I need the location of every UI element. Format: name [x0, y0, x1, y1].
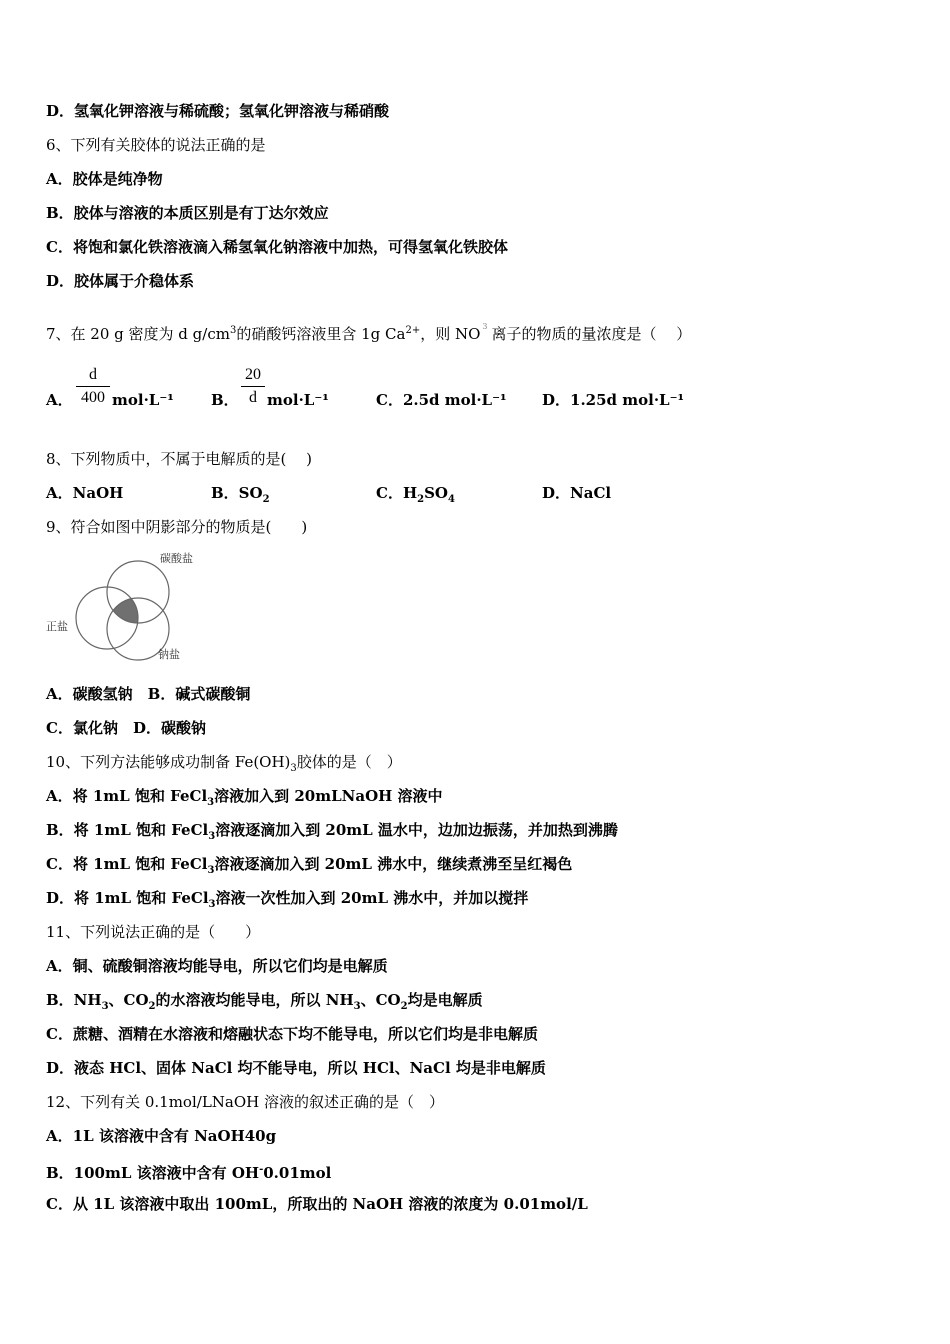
q9-venn-label-left: 正盐	[46, 620, 68, 633]
q10-option-b	[46, 820, 618, 847]
q11-option-b-sub1: 3	[101, 1001, 109, 1012]
q10-option-c	[46, 854, 572, 881]
q7-stem-part1: 7、在 20 g 密度为 d g/cm	[46, 325, 230, 343]
q10-option-d	[46, 888, 528, 915]
q7-option-a-unit: mol·L⁻¹	[112, 391, 174, 409]
q12-option-b	[46, 1160, 331, 1183]
q9-venn-label-bottom: 钠盐	[158, 648, 180, 661]
q8-option-c-sub2: 4	[448, 494, 455, 505]
q7-option-c: C．2.5d mol·L⁻¹	[376, 391, 507, 409]
q10-option-a-text2: 溶液加入到 20mLNaOH 溶液中	[214, 787, 443, 805]
q12-option-a: A．1L 该溶液中含有 NaOH40g	[46, 1127, 277, 1145]
q10-option-d-text1: D．将 1mL 饱和 FeCl	[46, 889, 209, 907]
q7-option-b-numerator: 20	[241, 364, 265, 387]
q7-stem-sup1: 3	[229, 325, 237, 336]
q8-option-c-text2: SO	[424, 484, 448, 502]
q11-option-b-sub2: 2	[148, 1001, 156, 1012]
q6-stem: 6、下列有关胶体的说法正确的是	[46, 136, 266, 154]
q10-option-b-text1: B．将 1mL 饱和 FeCl	[46, 821, 209, 839]
q12-stem: 12、下列有关 0.1mol/LNaOH 溶液的叙述正确的是（ ）	[46, 1093, 444, 1111]
q10-option-b-sub: 3	[208, 831, 216, 842]
q7-option-d: D．1.25d mol·L⁻¹	[542, 391, 685, 409]
q7-option-a-numerator: d	[76, 364, 110, 387]
q7-stem-part4: 离子的物质的量浓度是（ ）	[491, 325, 692, 343]
q10-option-b-text2: 溶液逐滴加入到 20mL 温水中，边加边振荡，并加热到沸腾	[215, 821, 618, 839]
q8-option-a: A．NaOH	[46, 484, 124, 502]
q9-stem: 9、符合如图中阴影部分的物质是( )	[46, 518, 308, 536]
q7-stem-part3: ，则 NO	[420, 325, 481, 343]
q11-option-b-sub4: 2	[400, 1001, 408, 1012]
q8-option-b-text: B．SO	[211, 484, 263, 502]
q11-option-d: D．液态 HCl、固体 NaCl 均不能导电，所以 HCl、NaCl 均是非电解质	[46, 1059, 546, 1077]
q12-option-b-sup: -	[259, 1164, 264, 1175]
q6-option-c: C．将饱和氯化铁溶液滴入稀氢氧化钠溶液中加热，可得氢氧化铁胶体	[46, 238, 508, 256]
q6-option-b: B．胶体与溶液的本质区别是有丁达尔效应	[46, 204, 329, 222]
q10-option-d-text2: 溶液一次性加入到 20mL 沸水中，并加以搅拌	[215, 889, 529, 907]
q8-option-b	[211, 483, 270, 510]
q8-option-d: D．NaCl	[542, 484, 612, 502]
q6-option-a: A．胶体是纯净物	[46, 170, 163, 188]
q12-option-c: C．从 1L 该溶液中取出 100mL，所取出的 NaOH 溶液的浓度为 0.01mol/L	[46, 1195, 588, 1213]
q11-option-b-text1: B．NH	[46, 991, 102, 1009]
q7-stem-sup2: 2+	[405, 325, 421, 336]
q11-option-b-text4: 、CO	[360, 991, 401, 1009]
q7-stem	[46, 317, 691, 344]
q6-option-d: D．胶体属于介稳体系	[46, 272, 195, 290]
q12-option-b-text2: 0.01mol	[263, 1164, 332, 1182]
q8-stem: 8、下列物质中，不属于电解质的是( )	[46, 450, 313, 468]
q10-option-c-text1: C．将 1mL 饱和 FeCl	[46, 855, 208, 873]
q10-stem-sub: 3	[290, 763, 297, 774]
q10-stem-text1: 10、下列方法能够成功制备 Fe(OH)	[46, 753, 291, 771]
q5-option-d: D．氢氧化钾溶液与稀硫酸；氢氧化钾溶液与稀硝酸	[46, 102, 390, 120]
q7-option-b-label: B．	[211, 391, 239, 409]
q10-option-c-sub: 3	[207, 865, 215, 876]
q11-option-c: C．蔗糖、酒精在水溶液和熔融状态下均不能导电，所以它们均是非电解质	[46, 1025, 538, 1043]
q9-options-cd: C．氯化钠 D．碳酸钠	[46, 719, 206, 737]
q9-venn-label-top: 碳酸盐	[160, 552, 193, 565]
q10-stem	[46, 752, 402, 779]
q7-stem-part2: 的硝酸钙溶液里含 1g Ca	[236, 325, 406, 343]
q11-option-b-text3: 的水溶液均能导电，所以 NH	[155, 991, 354, 1009]
q7-option-a-fraction	[76, 364, 110, 409]
q11-stem: 11、下列说法正确的是（ ）	[46, 923, 261, 941]
q11-option-b-text5: 均是电解质	[407, 991, 483, 1009]
q10-option-a-text1: A．将 1mL 饱和 FeCl	[46, 787, 208, 805]
q8-option-c-text1: C．H	[376, 484, 418, 502]
q9-options-ab: A．碳酸氢钠 B．碱式碳酸铜	[46, 685, 251, 703]
q8-option-c	[376, 483, 455, 510]
q7-option-a-label: A．	[46, 391, 73, 409]
q10-option-c-text2: 溶液逐滴加入到 20mL 沸水中，继续煮沸至呈红褐色	[214, 855, 573, 873]
q9-venn-diagram	[44, 545, 214, 670]
q7-option-b-unit: mol·L⁻¹	[267, 391, 329, 409]
q11-option-a: A．铜、硫酸铜溶液均能导电，所以它们均是电解质	[46, 957, 388, 975]
q7-option-b-fraction	[241, 364, 265, 409]
q12-option-b-text1: B．100mL 该溶液中含有 OH	[46, 1164, 260, 1182]
q10-stem-text2: 胶体的是（ ）	[296, 753, 402, 771]
q8-option-b-sub: 2	[262, 494, 270, 505]
q8-option-c-sub1: 2	[417, 494, 425, 505]
q10-option-d-sub: 3	[208, 899, 216, 910]
q7-option-b-denominator: d	[249, 389, 257, 406]
q10-option-a-sub: 3	[207, 797, 215, 808]
q7-option-a-denominator: 400	[81, 389, 105, 406]
q11-option-b-sub3: 3	[353, 1001, 361, 1012]
q7-stem-sup3: 3	[482, 322, 488, 331]
q11-option-b-text2: 、CO	[108, 991, 149, 1009]
q10-option-a	[46, 786, 443, 813]
q11-option-b	[46, 990, 483, 1017]
